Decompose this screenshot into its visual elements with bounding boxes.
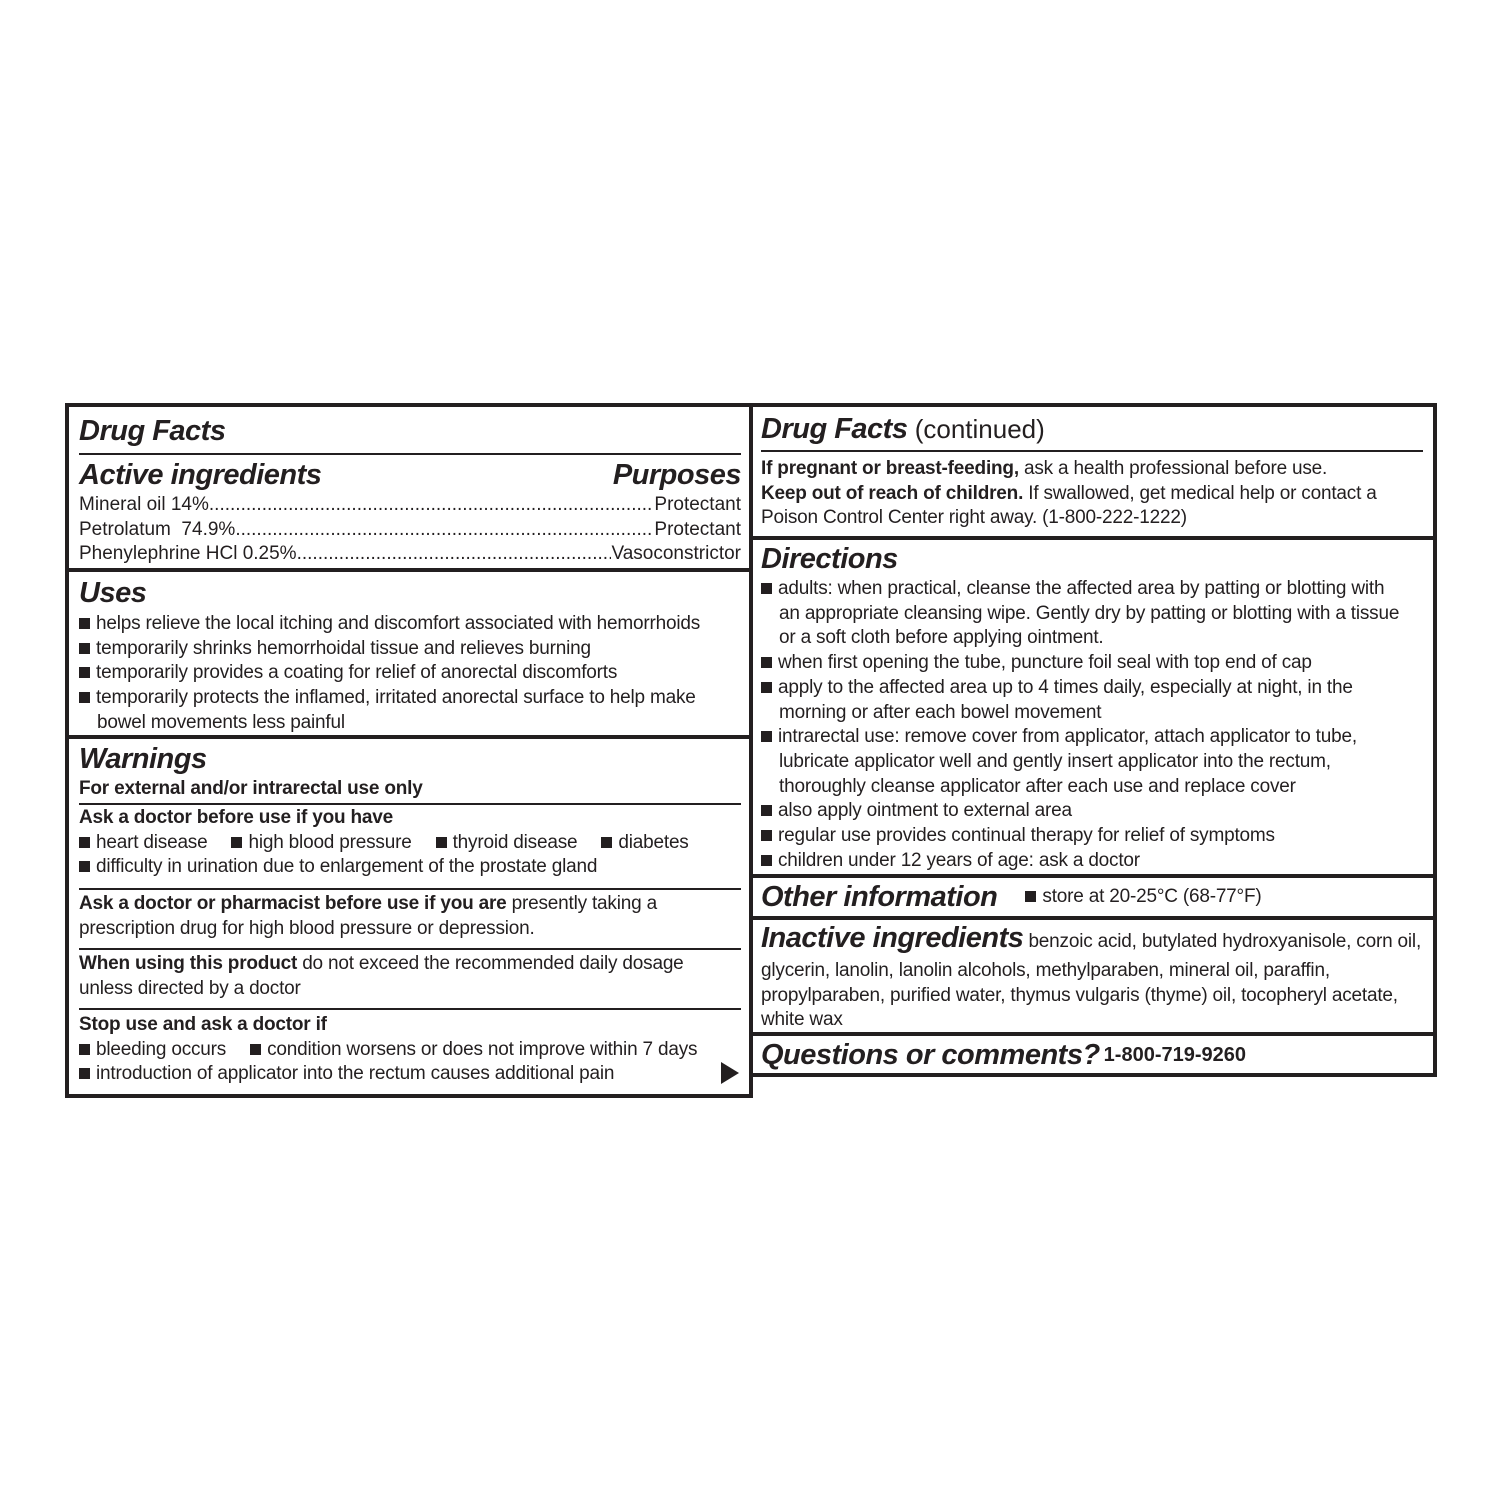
list-item: also apply ointment to external area (761, 799, 1423, 824)
questions-section (761, 1036, 1423, 1074)
list-item: introduction of applicator into the rectum causes additional pain (79, 1062, 741, 1087)
bullet-square-icon (79, 692, 90, 703)
bullet-square-icon (1025, 891, 1036, 902)
list-item-continuation: an appropriate cleansing wipe. Gently dry by patting or blotting with a tissue (779, 602, 1400, 624)
ingredient-name: Petrolatum 74.9% (79, 518, 236, 540)
list-item: regular use provides continual therapy for relief of symptoms (761, 824, 1423, 849)
list-item: diabetes (601, 831, 688, 856)
leader-dots (209, 493, 654, 518)
bullet-square-icon (761, 805, 772, 816)
section-divider (753, 874, 1433, 878)
ingredient-purpose: Protectant (654, 518, 741, 540)
active-ingredients-section (79, 457, 741, 567)
list-item: condition worsens or does not improve within 7 days (250, 1038, 697, 1063)
bullet-square-icon (761, 682, 772, 693)
list-item-continuation: or a soft cloth before applying ointment. (779, 627, 1104, 649)
list-item: temporarily provides a coating for relief of anorectal discomforts (79, 661, 741, 686)
inactive-ingredients-section: Inactive ingredients benzoic acid, butylated hydroxyanisole, corn oil, glycerin, lanolin, lanolin alcohols, methylparaben, mineral oil, paraffin, propylparaben, purified water, thymus vulgaris (thyme) oil, tocopheryl acetate, white wax (761, 922, 1422, 1031)
condition-list (79, 831, 741, 856)
pregnancy-heading: If pregnant or breast-feeding, (761, 458, 1019, 479)
ingredient-purpose: Protectant (654, 494, 741, 515)
drug-facts-title: Drug Facts (79, 415, 226, 447)
active-ingredients-heading: Active ingredients (79, 459, 322, 491)
warnings-heading: Warnings (79, 743, 207, 775)
other-information-heading: Other information (761, 880, 998, 913)
bullet-square-icon (436, 837, 447, 848)
list-item: high blood pressure (231, 831, 411, 856)
bullet-square-icon (601, 837, 612, 848)
other-information-section (761, 879, 1423, 915)
purposes-heading: Purposes (612, 459, 741, 491)
list-item-continuation: thoroughly cleanse applicator after each use and replace cover (779, 775, 1296, 797)
ingredient-row (79, 493, 741, 518)
bullet-square-icon (79, 1044, 90, 1055)
bullet-square-icon (79, 861, 90, 872)
list-item-continuation: morning or after each bowel movement (779, 701, 1102, 723)
list-item: bleeding occurs (79, 1038, 226, 1063)
leader-dots (235, 518, 654, 543)
list-item: difficulty in urination due to enlargement of the prostate gland (79, 855, 741, 880)
bullet-square-icon (79, 618, 90, 629)
section-divider (753, 536, 1433, 540)
ingredient-row (79, 542, 741, 567)
ingredient-purpose: Vasoconstrictor (611, 543, 741, 564)
ingredient-name: Phenylephrine HCl 0.25% (79, 543, 297, 564)
inactive-ingredients-heading: Inactive ingredients (761, 922, 1024, 954)
stop-use-heading: Stop use and ask a doctor if (79, 1014, 327, 1035)
list-item-continuation: bowel movements less painful (97, 711, 345, 733)
bullet-square-icon (79, 667, 90, 678)
list-item: helps relieve the local itching and discomfort associated with hemorrhoids (79, 612, 741, 637)
condition-list (79, 1038, 741, 1063)
bullet-square-icon (761, 855, 772, 866)
when-using-section: When using this product do not exceed the recommended daily dosage unless directed by a doctor (79, 953, 684, 999)
continued-arrow-icon (721, 1062, 739, 1084)
directions-list (761, 577, 1423, 873)
list-item: when first opening the tube, puncture foil seal with top end of cap (761, 651, 1423, 676)
ask-doctor-section (79, 806, 741, 880)
divider (79, 888, 741, 890)
ask-pharmacist-section: Ask a doctor or pharmacist before use if you are presently taking a prescription drug for high blood pressure or depression. (79, 893, 657, 939)
pregnancy-children-section: If pregnant or breast-feeding, ask a health professional before use. Keep out of reach of children. If swallowed, get medical help or contact a Poison Control Center right away. (1-800-222-1222) (761, 458, 1377, 529)
questions-phone: 1-800-719-9260 (1103, 1043, 1247, 1066)
list-item: apply to the affected area up to 4 times daily, especially at night, in the (761, 676, 1423, 701)
drug-facts-panel-right (749, 403, 1437, 1077)
list-item: thyroid disease (436, 831, 578, 856)
section-divider (69, 568, 749, 572)
when-using-heading: When using this product (79, 953, 298, 974)
list-item-continuation: lubricate applicator well and gently insert applicator into the rectum, (779, 750, 1331, 772)
continued-label: (continued) (907, 414, 1045, 444)
bullet-square-icon (761, 657, 772, 668)
bullet-square-icon (79, 837, 90, 848)
ask-pharmacist-heading: Ask a doctor or pharmacist before use if you are (79, 893, 507, 914)
questions-heading: Questions or comments? (761, 1038, 1100, 1071)
drug-facts-panel-left (65, 403, 753, 1098)
drug-facts-header (79, 409, 741, 453)
bullet-square-icon (231, 837, 242, 848)
divider (79, 1008, 741, 1010)
list-item: heart disease (79, 831, 207, 856)
list-item: temporarily protects the inflamed, irritated anorectal surface to help make (79, 686, 741, 711)
list-item: store at 20-25°C (68-77°F) (1025, 885, 1261, 910)
bullet-square-icon (761, 731, 772, 742)
uses-heading: Uses (79, 577, 147, 609)
divider (79, 803, 741, 805)
list-item: children under 12 years of age: ask a doctor (761, 849, 1423, 874)
drug-facts-continued-header (761, 409, 1423, 454)
children-heading: Keep out of reach of children. (761, 482, 1024, 504)
directions-section (761, 541, 1423, 873)
list-item: temporarily shrinks hemorrhoidal tissue and relieves burning (79, 637, 741, 662)
bullet-square-icon (761, 583, 772, 594)
divider (79, 948, 741, 950)
uses-section (79, 574, 741, 736)
directions-heading: Directions (761, 543, 898, 575)
section-divider (69, 735, 749, 739)
ingredient-row (79, 518, 741, 543)
bullet-square-icon (79, 1068, 90, 1079)
bullet-square-icon (250, 1044, 261, 1055)
list-item: intrarectal use: remove cover from applicator, attach applicator to tube, (761, 725, 1423, 750)
drug-facts-title: Drug Facts (761, 413, 908, 445)
bullet-square-icon (761, 830, 772, 841)
section-divider (753, 916, 1433, 920)
leader-dots (297, 542, 612, 567)
ingredient-name: Mineral oil 14% (79, 494, 209, 515)
warnings-subheading: For external and/or intrarectal use only (79, 778, 423, 799)
list-item: adults: when practical, cleanse the affected area by patting or blotting with (761, 577, 1423, 602)
bullet-square-icon (79, 643, 90, 654)
divider (79, 453, 741, 455)
stop-use-section (79, 1013, 741, 1087)
ask-doctor-heading: Ask a doctor before use if you have (79, 807, 393, 828)
divider (761, 450, 1423, 452)
warnings-section (79, 741, 741, 802)
